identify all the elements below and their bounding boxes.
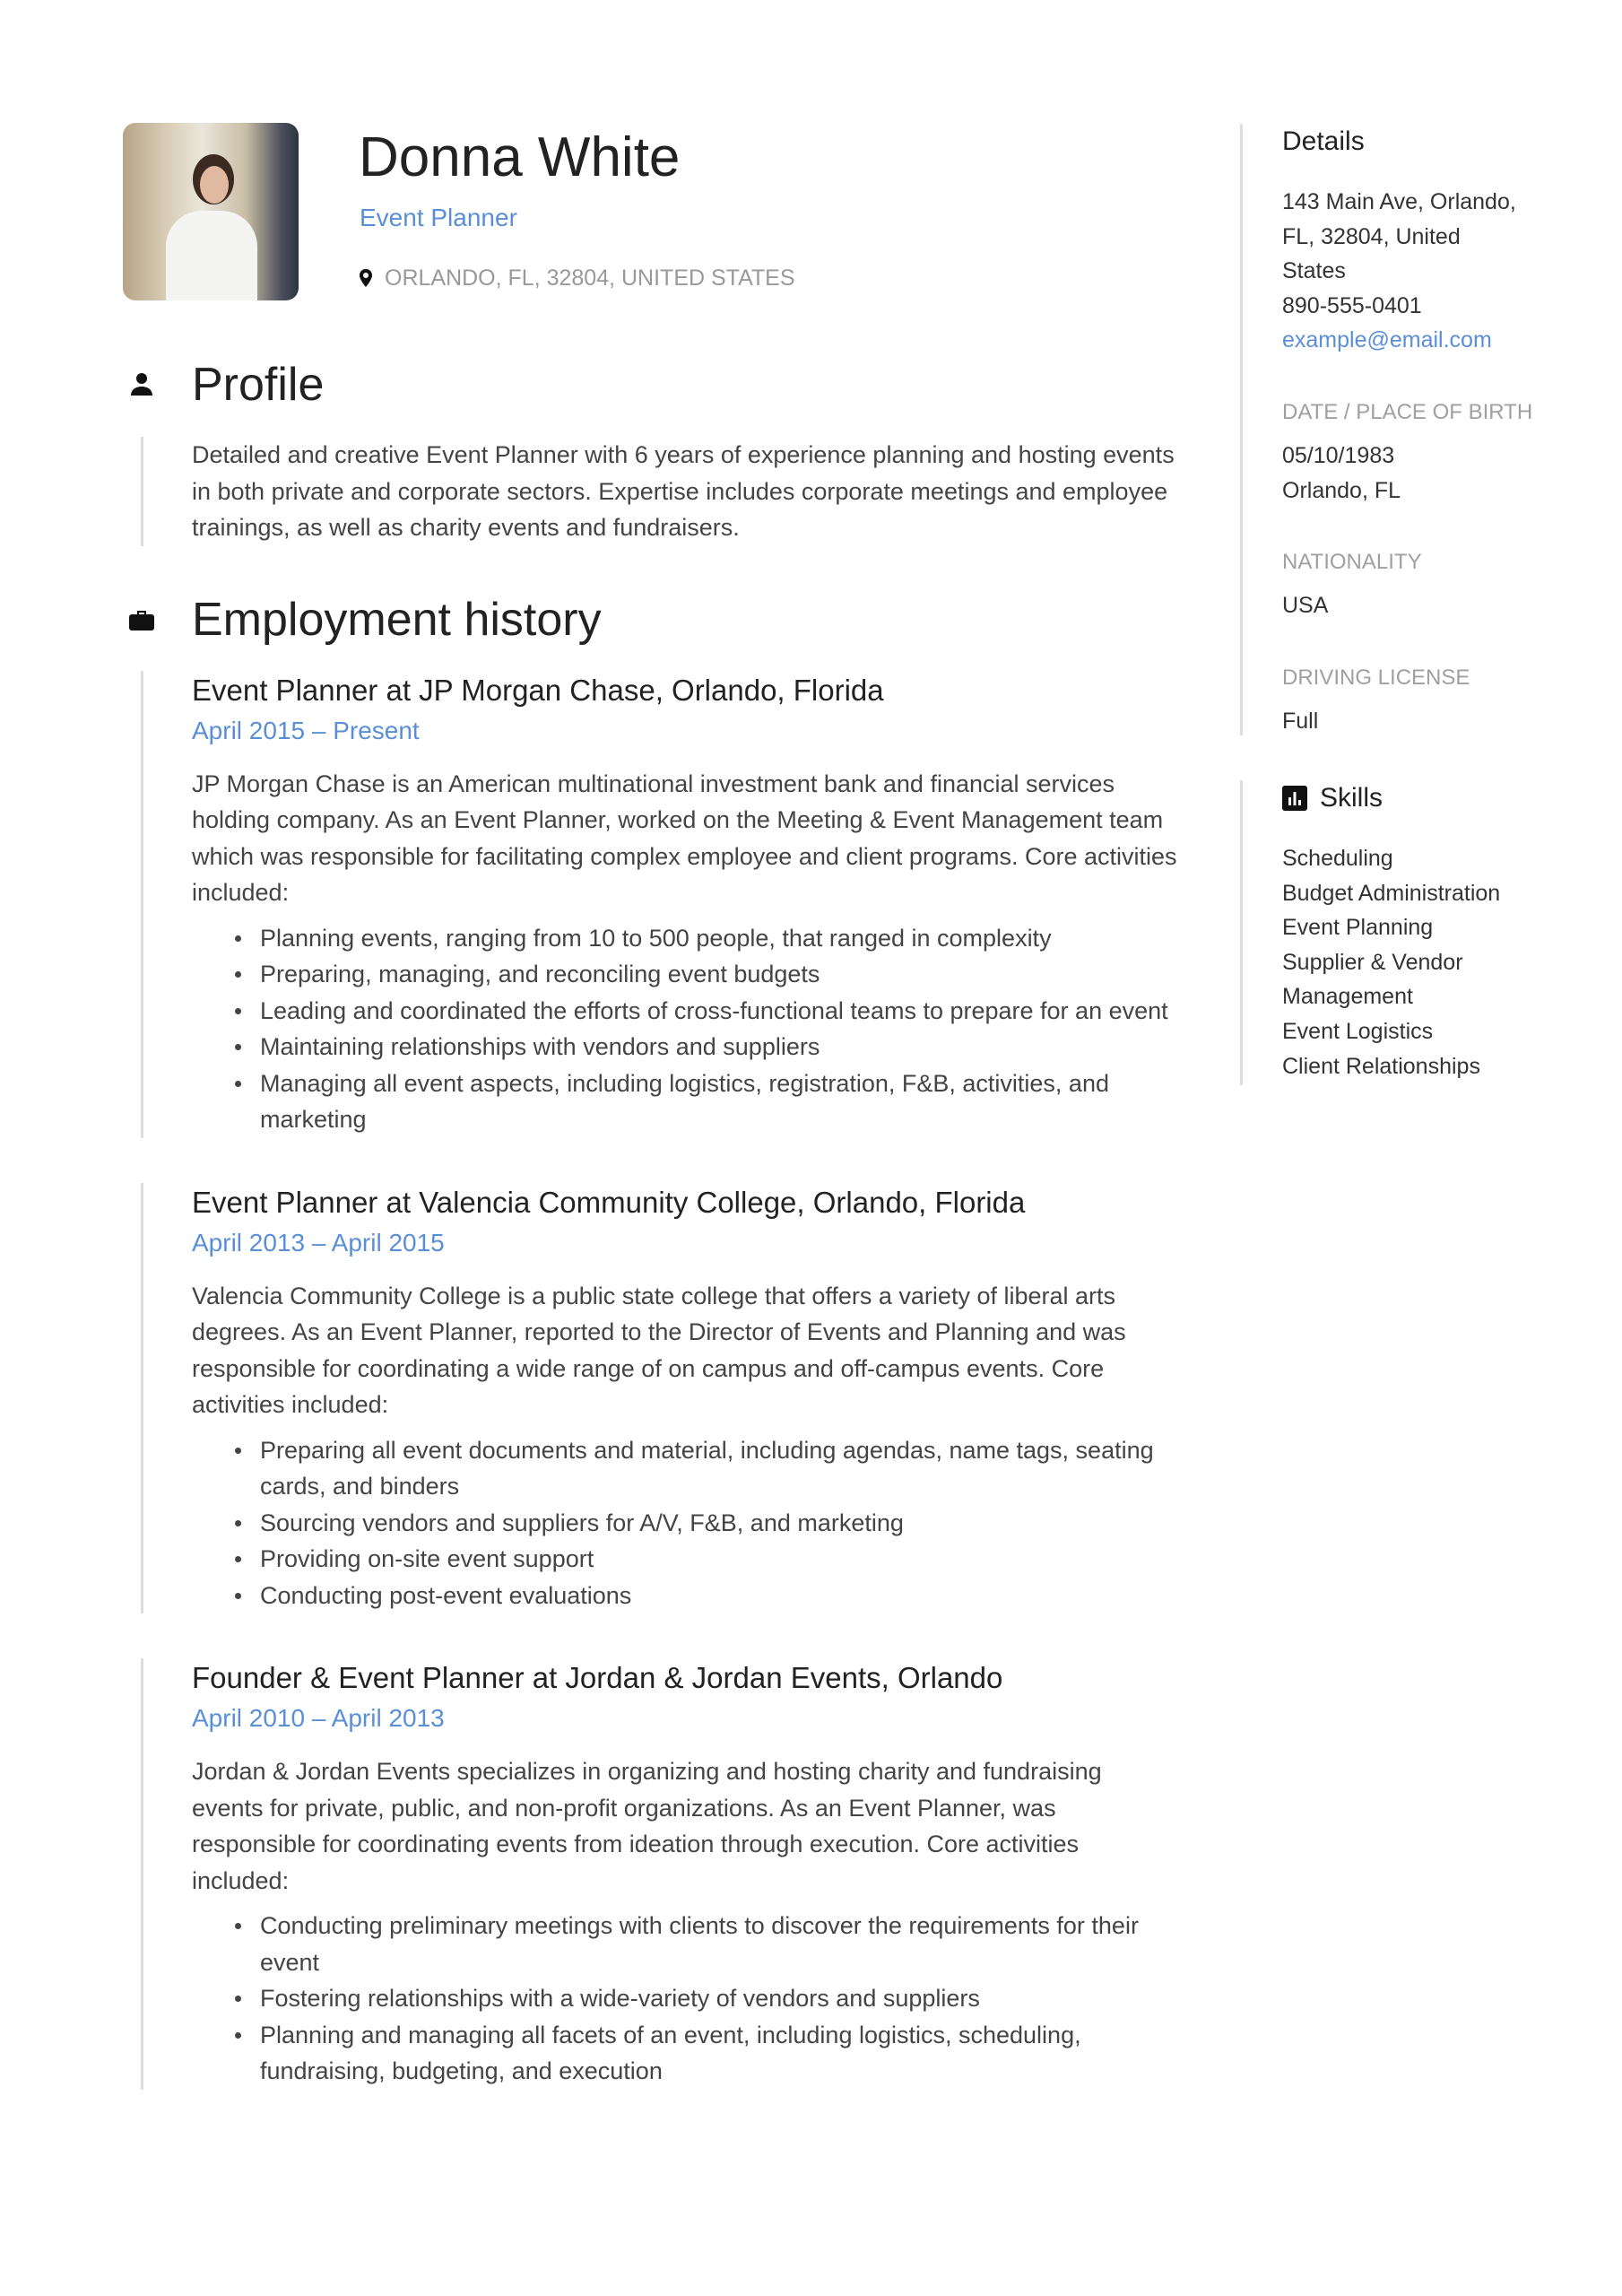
profile-heading [192, 358, 1178, 412]
location-text: ORLANDO, FL, 32804, UNITED STATES [385, 265, 795, 291]
skills-panel [1282, 780, 1587, 1083]
person-icon [127, 370, 156, 399]
details-panel [1282, 124, 1587, 738]
job-description: JP Morgan Chase is an American multinational investment bank and financial services holding company. As an Event Planner, worked on the Meeting & Event Management team which was responsible for facilitating complex employee and client programs. Core activities included: [192, 770, 1177, 906]
skill-item: Supplier & Vendor [1282, 949, 1463, 975]
job-description: Valencia Community College is a public state college that offers a variety of liberal arts degrees. As an Event Planner, reported to the Director of Events and Planning and was responsible for coordinating a wide range of on campus and off-campus events. Core activities included: [192, 1282, 1126, 1418]
profile-heading-text: Profile [192, 359, 325, 411]
nationality: USA [1282, 593, 1329, 619]
skill-item: Client Relationships [1282, 1053, 1480, 1079]
skills-heading [1282, 780, 1587, 816]
job-entry [192, 1658, 1178, 2090]
skill-item: Event Planning [1282, 915, 1434, 941]
nationality-label: NATIONALITY [1282, 550, 1422, 575]
job-title: Event Planner at JP Morgan Chase, Orlando, Florida [192, 673, 884, 707]
location [360, 264, 795, 292]
bar-chart-icon [1282, 786, 1307, 811]
job-bullets [192, 920, 1178, 1138]
candidate-title: Event Planner [360, 204, 517, 231]
job-bullet: Maintaining relationships with vendors and suppliers [192, 1029, 1178, 1065]
license: Full [1282, 708, 1319, 734]
birth-date: 05/10/1983 [1282, 442, 1395, 468]
job-dates: April 2015 – Present [192, 716, 420, 744]
email-link[interactable]: example@email.com [1282, 327, 1492, 353]
phone: 890-555-0401 [1282, 292, 1422, 318]
employment-heading-text: Employment history [192, 593, 602, 646]
job-dates: April 2013 – April 2015 [192, 1228, 445, 1257]
profile-photo [123, 123, 299, 300]
job-bullet: Providing on-site event support [192, 1541, 1178, 1578]
job-bullet: Planning and managing all facets of an event, including logistics, scheduling, fundraising, budgeting, and execution [192, 2017, 1178, 2090]
details-heading: Details [1282, 126, 1365, 156]
skill-item: Budget Administration [1282, 880, 1501, 906]
job-title: Event Planner at Valencia Community College, Orlando, Florida [192, 1185, 1026, 1219]
job-dates: April 2010 – April 2013 [192, 1704, 445, 1732]
job-bullet: Leading and coordinated the efforts of cross-functional teams to prepare for an event [192, 993, 1178, 1030]
job-bullet: Conducting post-event evaluations [192, 1578, 1178, 1614]
map-pin-icon [360, 269, 372, 287]
job-bullet: Managing all event aspects, including logistics, registration, F&B, activities, and marketing [192, 1065, 1178, 1138]
skill-item: Scheduling [1282, 846, 1393, 871]
birth-label: DATE / PLACE OF BIRTH [1282, 399, 1533, 424]
address-line: FL, 32804, United [1282, 223, 1461, 249]
profile-section [192, 437, 1178, 546]
address-line: 143 Main Ave, Orlando, [1282, 189, 1516, 214]
job-bullet: Conducting preliminary meetings with clients to discover the requirements for their event [192, 1908, 1178, 1980]
job-bullet: Sourcing vendors and suppliers for A/V, F&B, and marketing [192, 1505, 1178, 1542]
job-bullets [192, 1432, 1178, 1614]
profile-text: Detailed and creative Event Planner with 6 years of experience planning and hosting events in both private and corporate sectors. Expertise includes corporate meetings and employee trainings, as well as charity events and fundraisers. [192, 441, 1175, 541]
job-entry [192, 1183, 1178, 1614]
skill-item: Management [1282, 984, 1413, 1010]
job-bullet: Planning events, ranging from 10 to 500 people, that ranged in complexity [192, 920, 1178, 957]
address-line: States [1282, 258, 1346, 284]
job-bullets [192, 1908, 1178, 2090]
job-bullet: Preparing all event documents and material, including agendas, name tags, seating cards, and binders [192, 1432, 1178, 1505]
job-bullet: Preparing, managing, and reconciling event budgets [192, 956, 1178, 993]
briefcase-icon [127, 605, 156, 634]
birth-place: Orlando, FL [1282, 477, 1401, 503]
job-bullet: Fostering relationships with a wide-variety of vendors and suppliers [192, 1980, 1178, 2017]
job-description: Jordan & Jordan Events specializes in organizing and hosting charity and fundraising events for private, public, and non-profit organizations. As an Event Planner, was responsible for coordinating events from ideation through execution. Core activities included: [192, 1758, 1102, 1894]
job-title: Founder & Event Planner at Jordan & Jordan Events, Orlando [192, 1661, 1003, 1694]
main-column [192, 358, 1178, 2090]
job-entry [192, 671, 1178, 1138]
license-label: DRIVING LICENSE [1282, 665, 1470, 690]
employment-heading [192, 593, 1178, 647]
candidate-name: Donna White [359, 126, 681, 188]
skills-heading-text: Skills [1320, 783, 1383, 813]
skill-item: Event Logistics [1282, 1018, 1434, 1044]
